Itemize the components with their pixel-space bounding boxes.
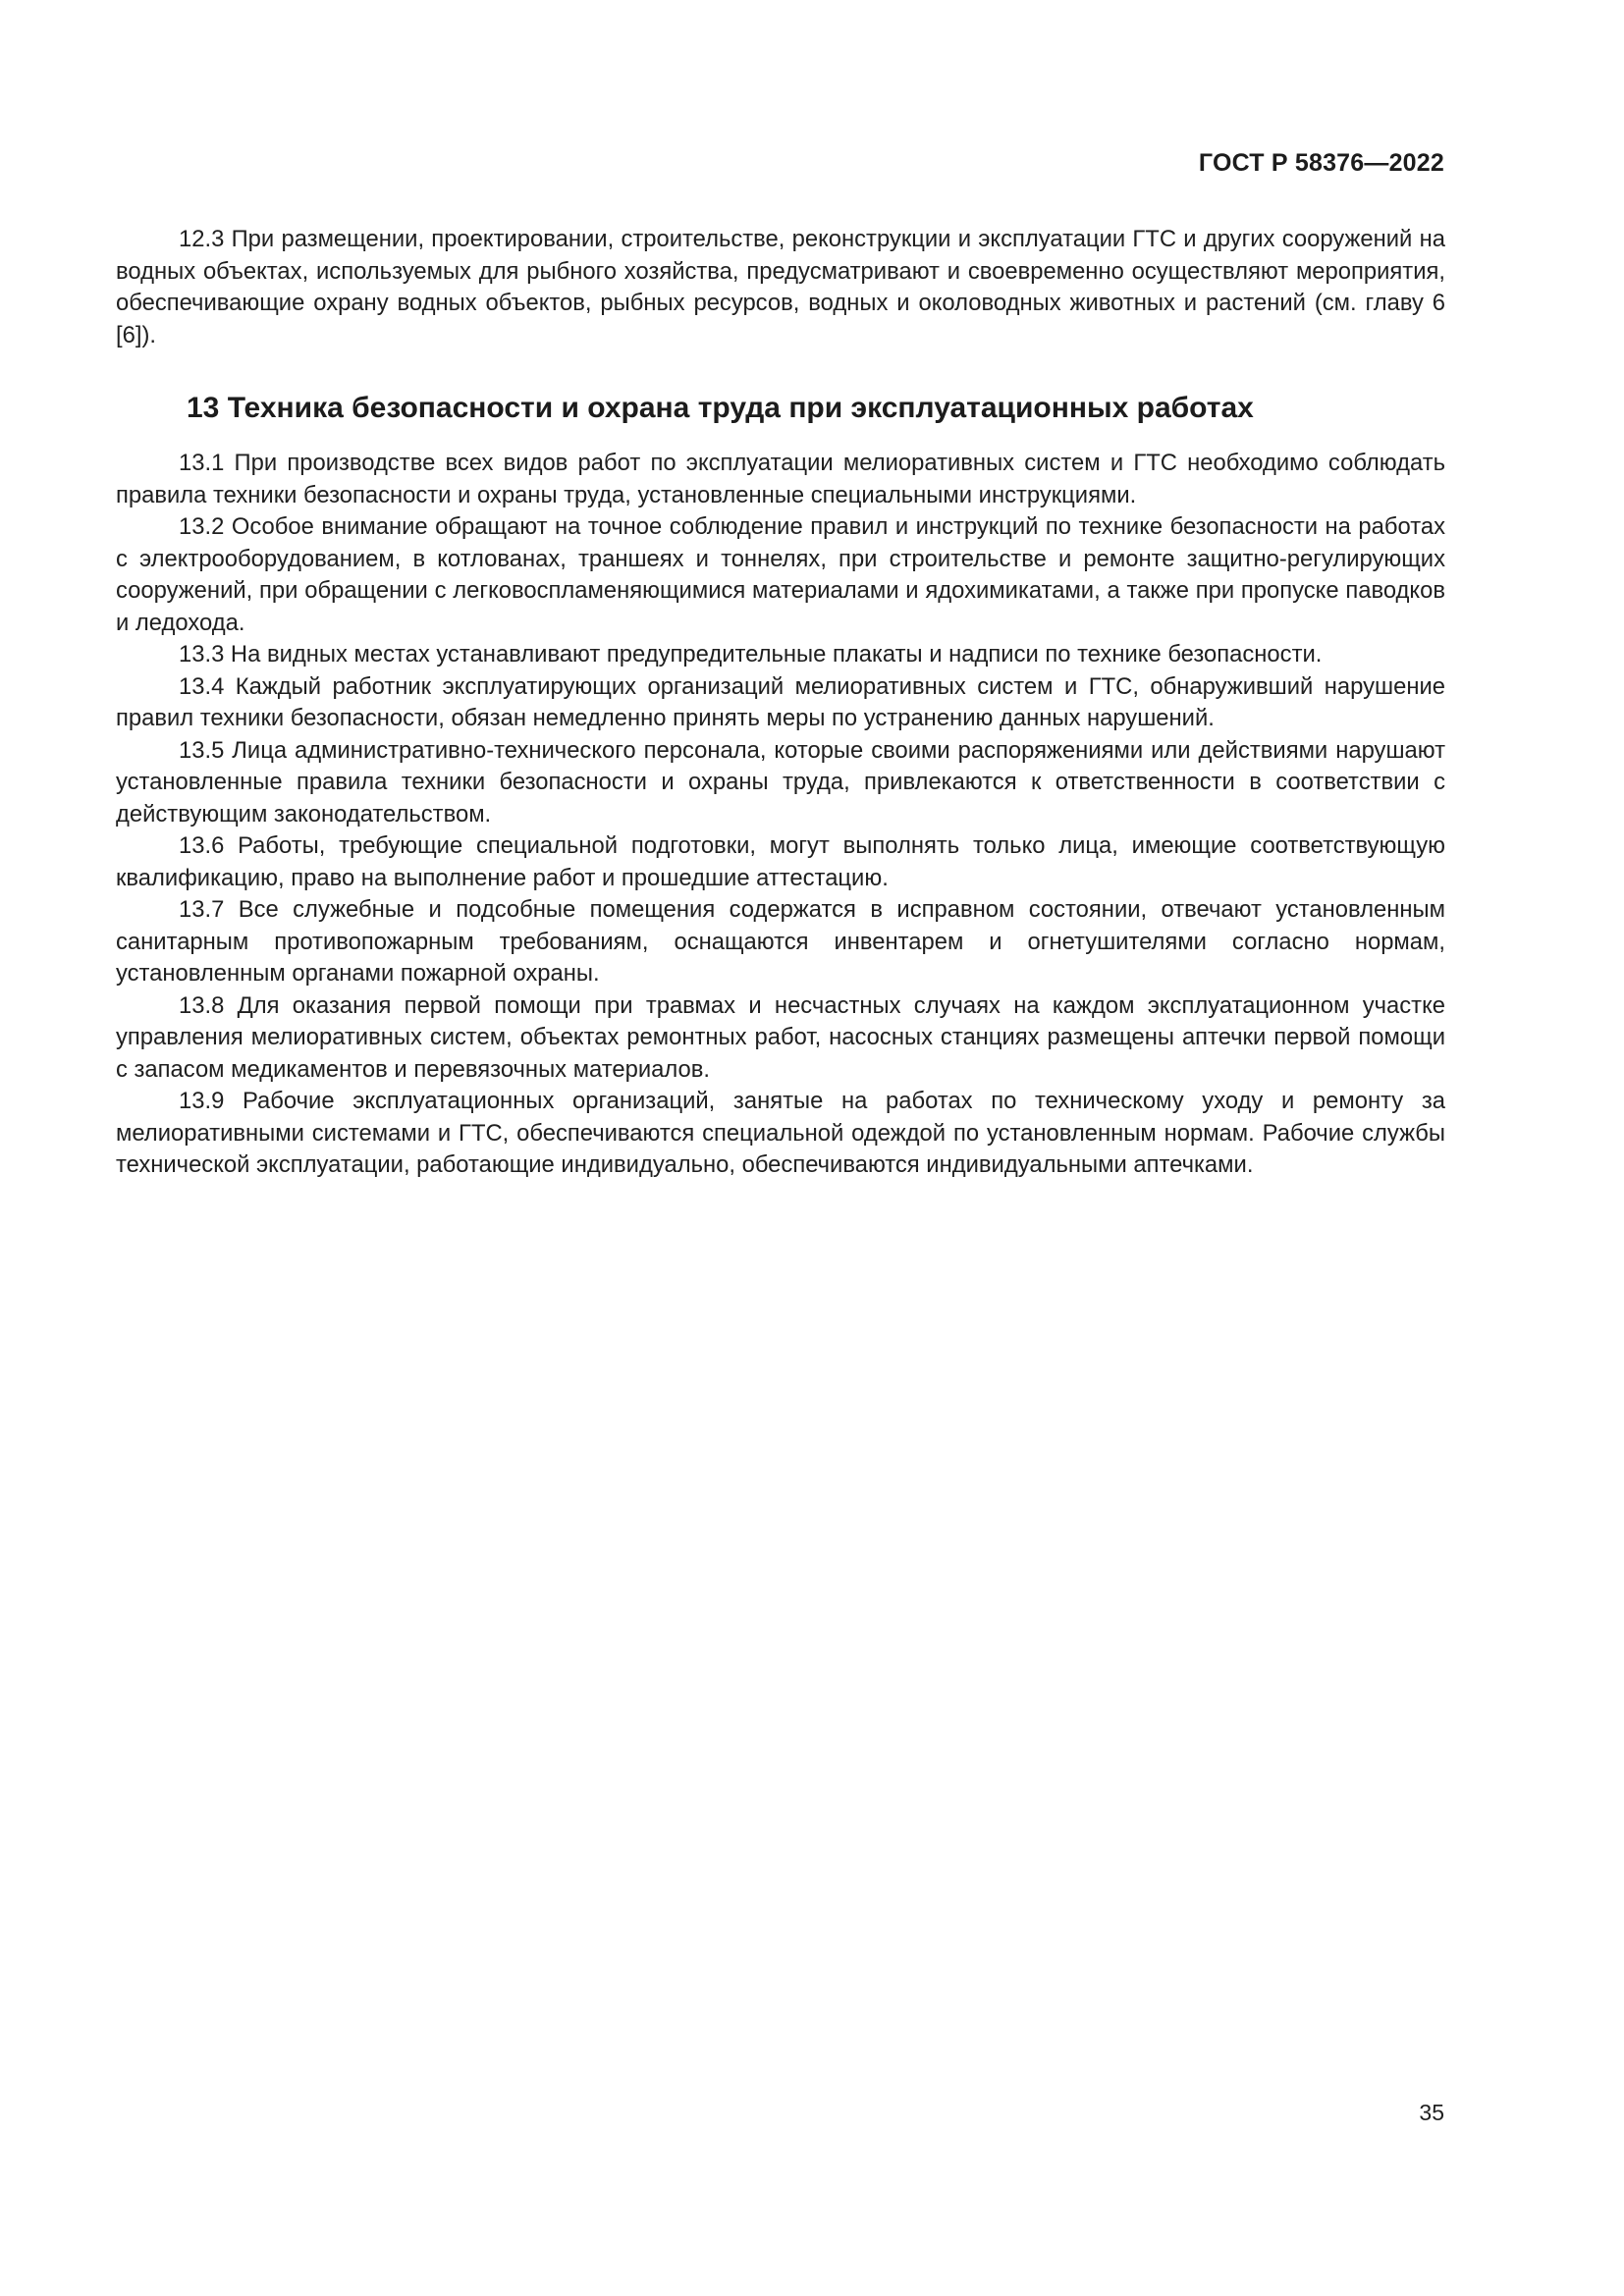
section-title: 13 Техника безопасности и охрана труда при эксплуатационных работах — [187, 392, 1254, 424]
paragraph-13-6: 13.6 Работы, требующие специальной подготовки, могут выполнять только лица, имеющие соответствующую квалификацию, право на выполнение работ и прошедшие аттестацию. — [116, 832, 1445, 891]
paragraph-13-4: 13.4 Каждый работник эксплуатирующих организаций мелиоративных систем и ГТС, обнаруживший нарушение правил техники безопасности, обязан немедленно принять меры по устранению данных нарушений. — [116, 672, 1445, 731]
page-content — [116, 224, 1445, 1182]
paragraph-13-1: 13.1 При производстве всех видов работ по эксплуатации мелиоративных систем и ГТС необходимо соблюдать правила техники безопасности и охраны труда, установленные специальными инструкциями. — [116, 450, 1445, 508]
document-code-header: ГОСТ Р 58376—2022 — [1198, 149, 1444, 177]
page-number: 35 — [1419, 2100, 1444, 2125]
paragraph-13-5: 13.5 Лица административно-технического персонала, которые своими распоряжениями или действиями нарушают установленные правила техники безопасности и охраны труда, привлекаются к ответственности в соответствии с действующим законодательством. — [116, 736, 1445, 828]
paragraph-13-7: 13.7 Все служебные и подсобные помещения содержатся в исправном состоянии, отвечают установленным санитарным противопожарным требованиям, оснащаются инвентарем и огнетушителями согласно нормам, установленным органами пожарной охраны. — [116, 896, 1445, 987]
paragraph-12-3: 12.3 При размещении, проектировании, строительстве, реконструкции и эксплуатации ГТС и других сооружений на водных объектах, используемых для рыбного хозяйства, предусматривают и своевременно осуществляют мероприятия, обеспечивающие охрану водных объектов, рыбных ресурсов, водных и околоводных животных и растений (см. главу 6 [6]). — [116, 226, 1445, 348]
paragraph-13-3: 13.3 На видных местах устанавливают предупредительные плакаты и надписи по технике безопасности. — [179, 641, 1323, 667]
paragraph-13-8: 13.8 Для оказания первой помощи при травмах и несчастных случаях на каждом эксплуатационном участке управления мелиоративных систем, объектах ремонтных работ, насосных станциях размещены аптечки первой помощи с запасом медикаментов и перевязочных материалов. — [116, 991, 1445, 1083]
paragraph-13-9: 13.9 Рабочие эксплуатационных организаций, занятые на работах по техническому уходу и ремонту за мелиоративными системами и ГТС, обеспечиваются специальной одеждой по установленным нормам. Рабочие службы технической эксплуатации, работающие индивидуально, обеспечиваются индивидуальными аптечками. — [116, 1088, 1445, 1178]
paragraph-13-2: 13.2 Особое внимание обращают на точное соблюдение правил и инструкций по технике безопасности на работах с электрооборудованием, в котлованах, траншеях и тоннелях, при строительстве и ремонте защитно-регулирующих сооружений, при обращении с легковоспламеняющимися материалами и ядохимикатами, а также при пропуске паводков и ледохода. — [116, 513, 1445, 636]
